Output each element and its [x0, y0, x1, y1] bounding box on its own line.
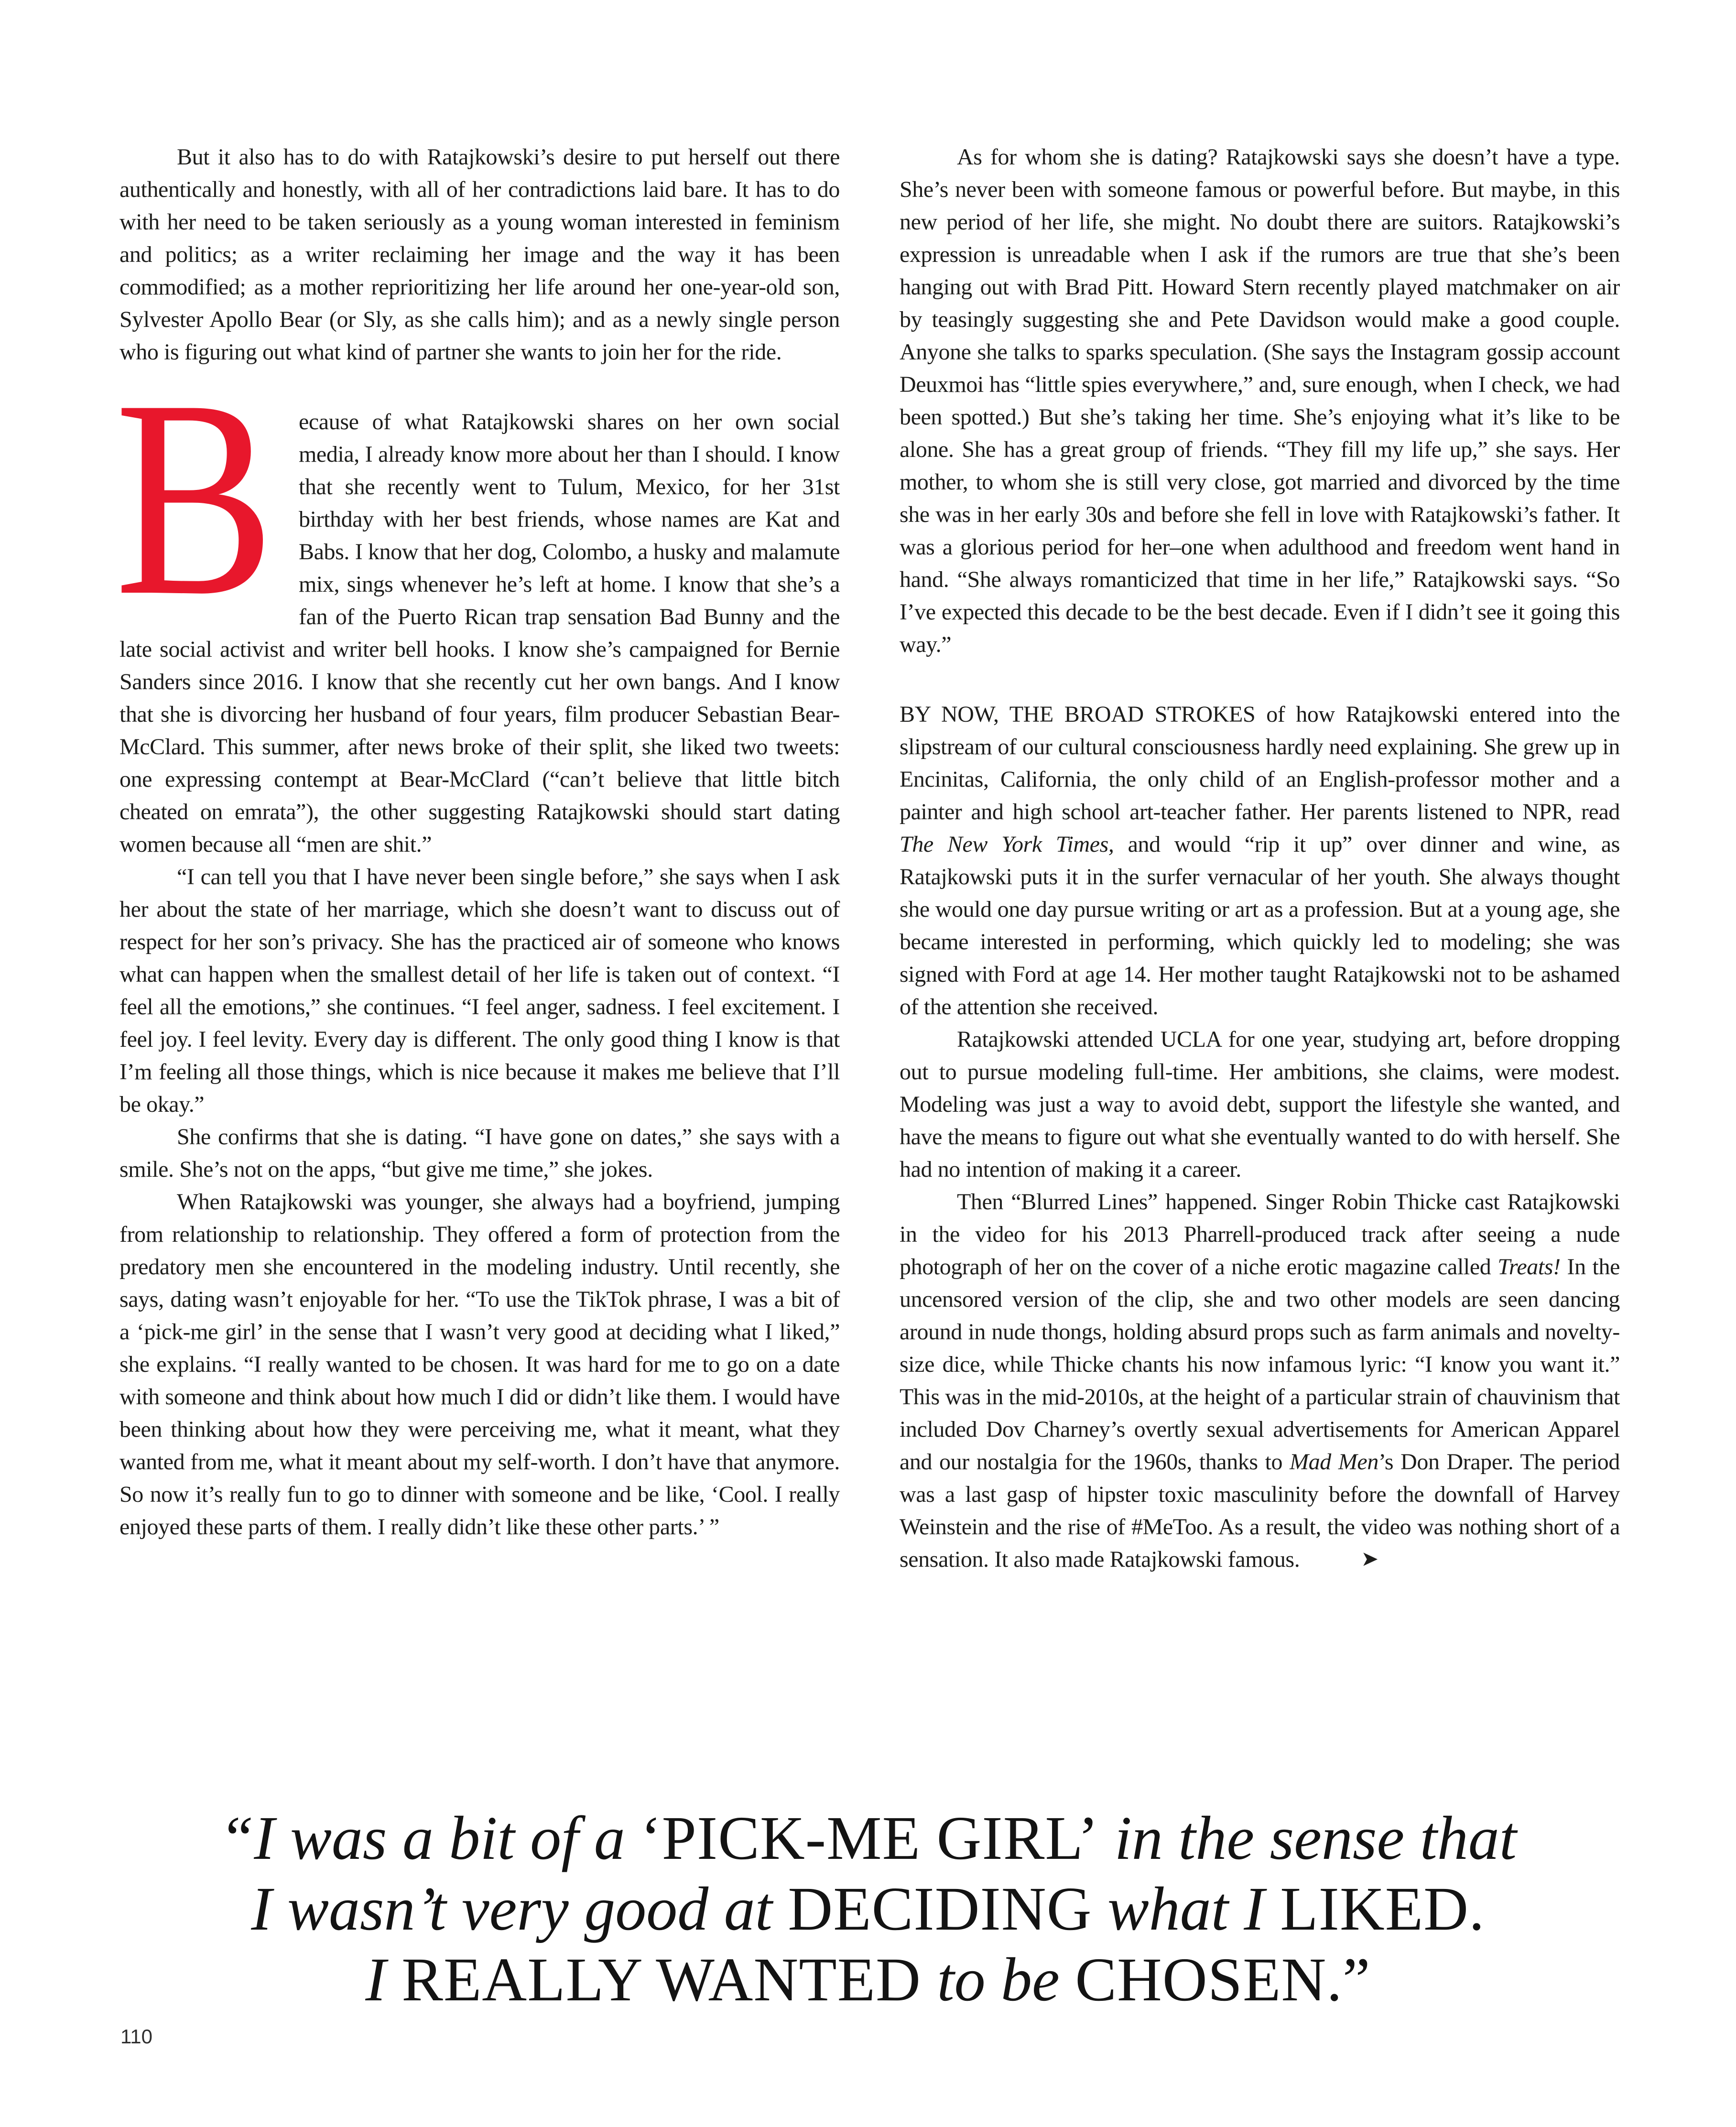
pull-quote-caps-run: ‘PICK-ME GIRL’	[640, 1804, 1099, 1873]
text-run: In the uncensored version of the clip, she and two other models are seen dancing around in nude thongs, holding absurd props such as farm animals and novelty-size dice, while Thicke chants his now infamous lyric: “I know you want it.” This was in the mid-2010s, at the height of a particular strain of chauvinism that included Dov Charney’s overtly sexual advertisements for American Apparel and our nostalgia for the 1960s, thanks to	[900, 1254, 1620, 1475]
article-columns	[115, 141, 1620, 1576]
article-paragraph	[900, 141, 1620, 661]
text-run: As for whom she is dating? Ratajkowski says she doesn’t have a type. She’s never been with someone famous or powerful before. But maybe, in this new period of her life, she might. No doubt there are suitors. Ratajkowski’s expression is unreadable when I ask if the rumors are true that she’s been hanging out with Brad Pitt. Howard Stern recently played matchmaker on air by teasingly suggesting she and Pete Davidson would make a good couple. Anyone she talks to sparks speculation. (She says the Instagram gossip account Deuxmoi has “little spies everywhere,” and, sure enough, when I check, we had been spotted.) But she’s taking her time. She’s enjoying what it’s like to be alone. She has a great group of friends. “They fill my life up,” she says. Her mother, to whom she is still very close, got married and divorced by the time she was in her early 30s and before she fell in love with Ratajkowski’s father. It was a glorious period for her–one when adulthood and freedom went hand in hand. “She always romanticized that time in her life,” Ratajkowski says. “So I’ve expected this decade to be the best decade. Even if I didn’t see it going this way.”	[900, 144, 1620, 657]
pull-quote-italic-run: in the sense that	[1099, 1804, 1517, 1873]
pull-quote-caps-run: LIKED.	[1280, 1875, 1485, 1943]
page-number: 110	[120, 2025, 152, 2048]
article-column-right	[900, 141, 1620, 1576]
article-paragraph	[119, 141, 840, 369]
article-column-left	[115, 141, 840, 1576]
article-paragraph	[900, 698, 1620, 1023]
pull-quote-italic-run: I	[365, 1945, 402, 2014]
pull-quote-caps-run: DECIDING	[788, 1875, 1092, 1943]
article-paragraph	[119, 1186, 840, 1543]
drop-cap-letter: B	[115, 341, 275, 654]
pull-quote-line	[0, 1874, 1736, 1944]
pull-quote	[0, 1803, 1736, 2015]
italic-text-run: Mad Men	[1290, 1449, 1378, 1475]
pull-quote-italic-run: “I was a bit of a	[219, 1804, 641, 1873]
text-run: When Ratajkowski was younger, she always had a boyfriend, jumping from relationship to relationship. They offered a form of protection from the predatory men she encountered in the modeling industry. Until recently, she says, dating wasn’t enjoyable for her. “To use the TikTok phrase, I was a bit of a ‘pick-me girl’ in the sense that I wasn’t very good at deciding what I liked,” she explains. “I really wanted to be chosen. It was hard for me to go on a date with someone and think about how much I did or didn’t like them. I would have been thinking about how they were perceiving me, what it meant, what they wanted from me, what it meant about my self-worth. I don’t have that anymore. So now it’s really fun to go to dinner with someone and be like, ‘Cool. I really enjoyed these parts of them. I really didn’t like these other parts.’ ”	[119, 1189, 840, 1540]
text-run: ’s Don Draper. The period was a last gasp of hipster toxic masculinity before the downfall of Harvey Weinstein and the rise of #MeToo. As a result, the video was nothing short of a sensation. It also made Ratajkowski famous.	[900, 1449, 1620, 1572]
italic-text-run: The New York Times,	[900, 832, 1114, 857]
text-run: Ratajkowski attended UCLA for one year, studying art, before dropping out to pursue modeling full-time. Her ambitions, she claims, were modest. Modeling was just a way to avoid debt, support the lifestyle she wanted, and have the means to figure out what she eventually wanted to do with herself. She had no intention of making it a career.	[900, 1027, 1620, 1182]
article-paragraph	[119, 1121, 840, 1186]
pull-quote-caps-run: CHOSEN.”	[1075, 1945, 1371, 2014]
pull-quote-line	[0, 1944, 1736, 2015]
text-run: She confirms that she is dating. “I have gone on dates,” she says with a smile. She’s not on the apps, “but give me time,” she jokes.	[119, 1124, 840, 1182]
continuation-arrow-icon: ➤	[1361, 1547, 1378, 1571]
pull-quote-line	[0, 1803, 1736, 1874]
text-run: and would “rip it up” over dinner and wine, as Ratajkowski puts it in the surfer vernacular of her youth. She always thought she would one day pursue writing or art as a profession. But at a young age, she became interested in performing, which quickly led to modeling; she was signed with Ford at age 14. Her mother taught Ratajkowski not to be ashamed of the attention she received.	[900, 832, 1620, 1020]
text-run: BY NOW, THE BROAD STROKES of how Ratajkowski entered into the slipstream of our cultural consciousness hardly need explaining. She grew up in Encinitas, California, the only child of an English-professor mother and a painter and high school art-teacher father. Her parents listened to NPR, read	[900, 702, 1620, 825]
text-run: But it also has to do with Ratajkowski’s desire to put herself out there authentically and honestly, with all of her contradictions laid bare. It has to do with her need to be taken seriously as a young woman interested in feminism and politics; as a writer reclaiming her image and the way it has been commodified; as a mother reprioritizing her life around her one-year-old son, Sylvester Apollo Bear (or Sly, as she calls him); and as a newly single person who is figuring out what kind of partner she wants to join her for the ride.	[119, 144, 840, 365]
article-paragraph	[115, 341, 840, 861]
pull-quote-caps-run: REALLY WANTED	[401, 1945, 937, 2014]
text-run: ecause of what Ratajkowski shares on her own social media, I already know more about her than I should. I know that she recently went to Tulum, Mexico, for her 31st birthday with her best friends, whose names are Kat and Babs. I know that her dog, Colombo, a husky and malamute mix, sings whenever he’s left at home. I know that she’s a fan of the Puerto Rican trap sensation Bad Bunny and the late social activist and writer bell hooks. I know she’s campaigned for Bernie Sanders since 2016. I know that she recently cut her own bangs. And I know that she is divorcing her husband of four years, film producer Sebastian Bear-McClard. This summer, after news broke of their split, she liked two tweets: one expressing contempt at Bear-McClard (“can’t believe that little bitch cheated on emrata”), the other suggesting Ratajkowski should start dating women because all “men are shit.”	[119, 409, 840, 857]
text-run: Then “Blurred Lines” happened. Singer Robin Thicke cast Ratajkowski in the video for his 2013 Pharrell-produced track after seeing a nude photograph of her on the cover of a niche erotic magazine called	[900, 1189, 1620, 1280]
article-paragraph	[119, 861, 840, 1121]
pull-quote-italic-run: to be	[937, 1945, 1075, 2014]
pull-quote-italic-run: I wasn’t very good at	[251, 1875, 788, 1943]
pull-quote-italic-run: what I	[1092, 1875, 1280, 1943]
article-paragraph	[900, 1023, 1620, 1186]
text-run: “I can tell you that I have never been single before,” she says when I ask her about the state of her marriage, which she doesn’t want to discuss out of respect for her son’s privacy. She has the practiced air of someone who knows what can happen when the smallest detail of her life is taken out of context. “I feel all the emotions,” she continues. “I feel anger, sadness. I feel excitement. I feel joy. I feel levity. Every day is different. The only good thing I know is that I’m feeling all those things, which is nice because it makes me believe that I’ll be okay.”	[119, 864, 840, 1117]
article-paragraph	[900, 1186, 1620, 1576]
italic-text-run: Treats!	[1497, 1254, 1561, 1280]
